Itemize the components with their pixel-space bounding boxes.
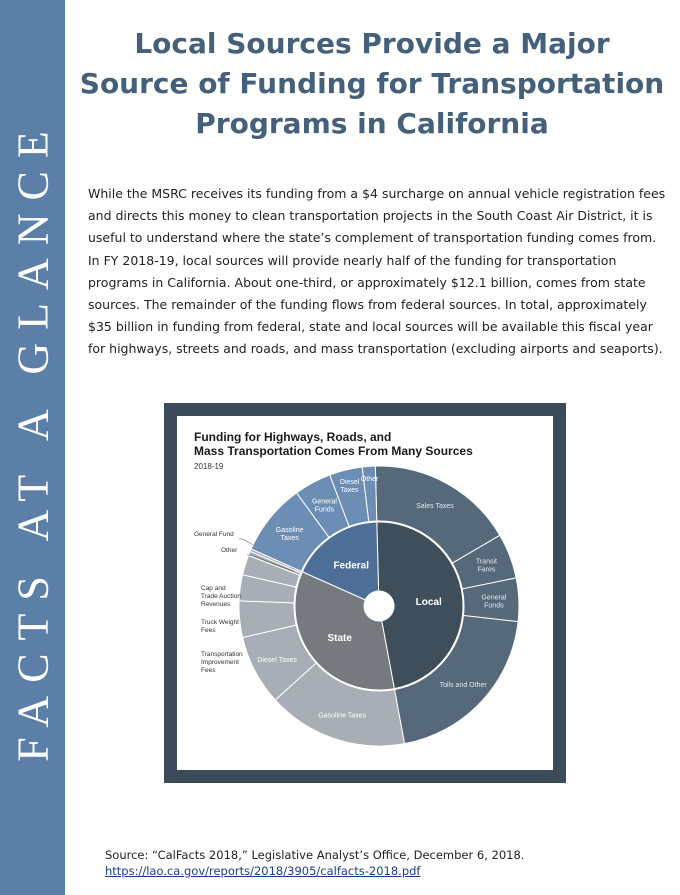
- outer-label-other: Other: [221, 547, 238, 554]
- outer-label-transit-fares: Transit Fares: [475, 558, 497, 574]
- sidebar-label: FACTS AT A GLANCE: [8, 118, 58, 762]
- outer-label-cap-and-trade-auction-revenues: Cap and Trade Auction Revenues: [201, 585, 241, 608]
- outer-label-general-funds: General Funds: [311, 498, 337, 514]
- outer-label-general-funds: General Funds: [481, 594, 507, 610]
- outer-label-sales-taxes: Sales Taxes: [416, 503, 454, 511]
- source-text: Source: “CalFacts 2018,” Legislative Analyst’s Office, December 6, 2018.: [105, 848, 525, 862]
- chart-subtitle: 2018-19: [194, 462, 224, 471]
- outer-label-truck-weight-fees: Truck Weight Fees: [201, 619, 239, 634]
- inner-label-federal: Federal: [333, 560, 370, 572]
- body-paragraph: While the MSRC receives its funding from a $4 surcharge on annual vehicle registration fees and directs this money to clean transportation projects in the South Coast Air District, it is useful to understand where the state’s complement of transportation funding comes from. In FY 2018-19, local sources will provide nearly half of the funding for transportation programs in California. About one-third, or approximately $12.1 billion, comes from state sources. The remainder of the funding flows from federal sources. In total, approximately $35 billion in funding from federal, state and local sources will be available this fiscal year for highways, streets and roads, and mass transportation (excluding airports and seaports).: [88, 186, 666, 357]
- outer-label-gasoline-taxes: Gasoline Taxes: [275, 527, 304, 543]
- inner-label-local: Local: [415, 596, 442, 608]
- inner-label-state: State: [327, 632, 352, 644]
- chart-title-line: Mass Transportation Comes From Many Sources: [194, 444, 473, 458]
- outer-label-diesel-taxes: Diesel Taxes: [339, 479, 360, 495]
- page-title: Local Sources Provide a Major Source of Funding for Transportation Programs in California: [79, 27, 665, 140]
- chart-frame: [164, 403, 566, 783]
- funding-sunburst-chart: [177, 416, 553, 770]
- outer-label-transportation-improvement-fees: Transportation Improvement Fees: [201, 651, 243, 674]
- source-link[interactable]: https://lao.ca.gov/reports/2018/3905/calfacts-2018.pdf: [105, 864, 421, 878]
- outer-label-gasoline-taxes: Gasoline Taxes: [318, 712, 367, 720]
- outer-label-general-fund: General Fund: [194, 531, 234, 538]
- chart-center-hole: [364, 591, 394, 621]
- outer-label-diesel-taxes: Diesel Taxes: [257, 656, 297, 664]
- chart-title-line: Funding for Highways, Roads, and: [194, 430, 392, 444]
- outer-label-tolls-and-other: Tolls and Other: [439, 681, 487, 689]
- sidebar: [0, 0, 65, 895]
- outer-label-other: Other: [360, 475, 379, 483]
- source-citation: [105, 847, 524, 879]
